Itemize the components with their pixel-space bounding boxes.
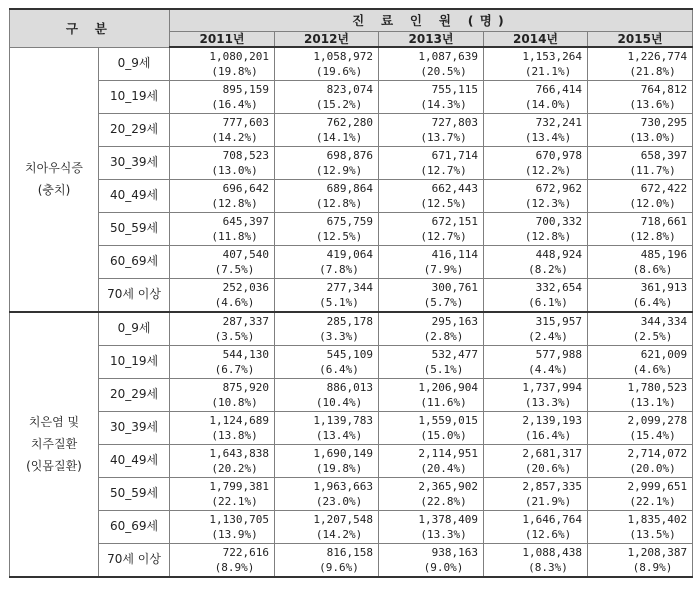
patient-share: (7.5%) [214,262,255,276]
patient-share: (21.1%) [524,64,572,78]
value-cell [275,411,379,444]
value-cell [484,113,588,146]
patient-share: (12.7%) [420,229,467,243]
patient-share: (4.6%) [632,362,673,376]
patient-count: 672,962 [535,181,583,195]
patient-share: (13.4%) [524,130,572,144]
patient-count: 285,178 [326,314,374,328]
header-year-2011: 2011년 [170,32,275,48]
patient-share: (6.1%) [528,295,568,309]
value-cell [170,278,275,312]
value-cell [588,510,693,543]
value-cell [588,477,693,510]
value-cell [275,80,379,113]
age-group: 0_9세 [99,47,170,80]
patient-count: 332,654 [535,280,583,294]
value-cell [275,543,379,577]
table-row [10,80,693,113]
patient-count: 1,799,381 [209,479,270,493]
value-cell [588,278,693,312]
patient-count: 1,643,838 [209,446,270,460]
patient-count: 696,642 [222,181,270,195]
patient-share: (5.1%) [423,362,464,376]
patient-share: (13.9%) [211,527,258,541]
patient-share: (5.7%) [423,295,464,309]
patient-count: 672,151 [431,214,479,228]
value-cell [170,146,275,179]
patient-count: 2,114,951 [418,446,479,460]
patient-count: 2,999,651 [627,479,688,493]
section-label-line: (잇몸질환) [26,459,82,473]
value-cell [588,312,693,346]
age-group: 40_49세 [99,444,170,477]
value-cell [170,80,275,113]
header-year-2015: 2015년 [588,32,693,48]
age-group: 0_9세 [99,312,170,346]
age-group: 60_69세 [99,510,170,543]
patient-share: (23.0%) [315,494,363,508]
patient-share: (15.4%) [629,428,676,442]
value-cell [379,80,484,113]
patient-count: 1,087,639 [418,49,479,63]
patient-share: (22.1%) [211,494,258,508]
patient-share: (22.1%) [629,494,676,508]
patient-share: (12.9%) [315,163,363,177]
value-cell [170,411,275,444]
patient-share: (14.1%) [315,130,363,144]
data-table-wrapper [9,8,692,578]
age-group: 30_39세 [99,411,170,444]
patient-count: 718,661 [640,214,688,228]
header-year-2014: 2014년 [484,32,588,48]
value-cell [484,146,588,179]
patient-count: 708,523 [222,148,270,162]
patient-share: (12.5%) [420,196,467,210]
patient-count: 416,114 [431,247,479,261]
header-year-2012: 2012년 [275,32,379,48]
patient-count: 722,616 [222,545,270,559]
patient-share: (6.7%) [214,362,255,376]
value-cell [170,444,275,477]
patient-share: (14.0%) [524,97,572,111]
value-cell [484,444,588,477]
age-group: 40_49세 [99,179,170,212]
patient-share: (20.6%) [524,461,572,475]
value-cell [484,245,588,278]
age-group: 20_29세 [99,378,170,411]
patient-count: 730,295 [640,115,688,129]
patient-share: (21.8%) [629,64,676,78]
value-cell [379,411,484,444]
patient-share: (12.6%) [524,527,572,541]
patient-count: 670,978 [535,148,583,162]
patient-share: (6.4%) [319,362,359,376]
value-cell [275,477,379,510]
table-row [10,477,693,510]
value-cell [588,80,693,113]
value-cell [484,477,588,510]
value-cell [588,47,693,80]
value-cell [588,444,693,477]
patient-count: 1,559,015 [418,413,479,427]
patient-count: 315,957 [535,314,583,328]
patient-count: 732,241 [535,115,583,129]
patient-count: 1,130,705 [209,512,270,526]
patient-count: 544,130 [222,347,270,361]
age-group: 30_39세 [99,146,170,179]
patient-share: (4.6%) [214,295,255,309]
age-group: 60_69세 [99,245,170,278]
patient-count: 823,074 [326,82,374,96]
value-cell [379,312,484,346]
patient-count: 2,099,278 [627,413,688,427]
value-cell [484,543,588,577]
value-cell [379,378,484,411]
value-cell [275,113,379,146]
table-row [10,444,693,477]
patient-share: (13.3%) [524,395,572,409]
patient-share: (9.6%) [319,560,359,574]
value-cell [275,312,379,346]
patient-count: 1,963,663 [313,479,374,493]
patient-share: (11.6%) [420,395,467,409]
age-group: 10_19세 [99,80,170,113]
patient-share: (15.0%) [420,428,467,442]
value-cell [170,113,275,146]
value-cell [484,510,588,543]
table-row [10,543,693,577]
patient-count: 671,714 [431,148,479,162]
patient-count: 277,344 [326,280,374,294]
value-cell [484,212,588,245]
value-cell [275,47,379,80]
patient-share: (13.0%) [629,130,676,144]
table-row [10,345,693,378]
patient-count: 755,115 [431,82,479,96]
patient-share: (5.1%) [319,295,359,309]
value-cell [484,345,588,378]
patient-count: 1,226,774 [627,49,688,63]
value-cell [379,444,484,477]
value-cell [275,179,379,212]
value-cell [170,312,275,346]
patient-count: 1,139,783 [313,413,374,427]
patient-count: 1,153,264 [522,49,583,63]
value-cell [275,245,379,278]
patient-count: 886,013 [326,380,374,394]
patient-count: 1,835,402 [627,512,688,526]
patient-share: (3.5%) [214,329,255,343]
patient-count: 764,812 [640,82,688,96]
value-cell [379,278,484,312]
patient-share: (16.4%) [211,97,258,111]
value-cell [484,80,588,113]
value-cell [588,345,693,378]
value-cell [379,212,484,245]
value-cell [379,245,484,278]
patient-share: (20.2%) [211,461,258,475]
patient-share: (13.4%) [315,428,363,442]
value-cell [484,312,588,346]
value-cell [379,179,484,212]
value-cell [275,444,379,477]
patient-share: (16.4%) [524,428,572,442]
patient-count: 727,803 [431,115,479,129]
patient-count: 1,780,523 [627,380,688,394]
patient-count: 448,924 [535,247,583,261]
patient-count: 689,864 [326,181,374,195]
patient-share: (11.7%) [629,163,676,177]
value-cell [170,345,275,378]
age-group: 70세 이상 [99,543,170,577]
age-group: 20_29세 [99,113,170,146]
patient-count: 1,378,409 [418,512,479,526]
value-cell [379,345,484,378]
patient-count: 700,332 [535,214,583,228]
table-row [10,378,693,411]
patient-share: (20.5%) [420,64,467,78]
value-cell [170,245,275,278]
patient-count: 662,443 [431,181,479,195]
value-cell [588,378,693,411]
patient-count: 577,988 [535,347,583,361]
patient-share: (7.8%) [319,262,359,276]
patient-count: 675,759 [326,214,374,228]
patient-share: (8.9%) [214,560,255,574]
patient-count: 621,009 [640,347,688,361]
value-cell [170,543,275,577]
table-row [10,179,693,212]
value-cell [170,510,275,543]
patient-share: (12.8%) [524,229,572,243]
value-cell [484,179,588,212]
table-row [10,312,693,346]
patient-share: (13.8%) [211,428,258,442]
patient-count: 1,208,387 [627,545,688,559]
patient-count: 1,080,201 [209,49,270,63]
table-row [10,278,693,312]
patient-count: 1,690,149 [313,446,374,460]
patient-share: (12.0%) [629,196,676,210]
table-body [10,47,693,577]
value-cell [484,47,588,80]
header-year-2013: 2013년 [379,32,484,48]
patient-count: 485,196 [640,247,688,261]
patient-share: (10.4%) [315,395,363,409]
patient-share: (20.0%) [629,461,676,475]
patient-count: 545,109 [326,347,374,361]
table-row [10,411,693,444]
patient-share: (19.8%) [211,64,258,78]
patient-share: (12.7%) [420,163,467,177]
value-cell [275,345,379,378]
patient-share: (13.7%) [420,130,467,144]
patient-count: 295,163 [431,314,479,328]
value-cell [275,378,379,411]
table-row [10,510,693,543]
value-cell [588,212,693,245]
patient-share: (12.8%) [315,196,363,210]
patient-count: 2,681,317 [522,446,583,460]
patient-count: 1,737,994 [522,380,583,394]
patient-share: (13.3%) [420,527,467,541]
table-row [10,47,693,80]
patient-count: 762,280 [326,115,374,129]
patient-share: (7.9%) [423,262,464,276]
value-cell [275,278,379,312]
patient-share: (21.9%) [524,494,572,508]
patient-share: (14.2%) [315,527,363,541]
patient-count: 300,761 [431,280,479,294]
value-cell [170,378,275,411]
patient-count: 1,124,689 [209,413,270,427]
patient-share: (3.3%) [319,329,359,343]
patient-share: (12.2%) [524,163,572,177]
value-cell [379,47,484,80]
patient-share: (12.8%) [629,229,676,243]
patient-share: (2.4%) [528,329,568,343]
section-label [10,47,99,312]
section-label-line: 치아우식증 [25,161,83,175]
patient-count: 816,158 [326,545,374,559]
value-cell [379,510,484,543]
table-row [10,245,693,278]
value-cell [170,47,275,80]
patient-count: 938,163 [431,545,479,559]
patient-share: (19.8%) [315,461,363,475]
patient-share: (14.3%) [420,97,467,111]
value-cell [379,543,484,577]
patient-count: 344,334 [640,314,688,328]
patient-count: 645,397 [222,214,270,228]
patient-share: (19.6%) [315,64,363,78]
patient-count: 698,876 [326,148,374,162]
patient-count: 2,857,335 [522,479,583,493]
value-cell [588,113,693,146]
table-row [10,113,693,146]
section-label-line: (충치) [37,183,71,197]
value-cell [170,179,275,212]
patient-count: 361,913 [640,280,688,294]
age-group: 10_19세 [99,345,170,378]
value-cell [588,179,693,212]
value-cell [170,477,275,510]
patient-share: (15.2%) [315,97,363,111]
patient-count: 2,365,902 [418,479,479,493]
patient-share: (4.4%) [528,362,568,376]
patient-share: (10.8%) [211,395,258,409]
patient-share: (22.8%) [420,494,467,508]
value-cell [275,212,379,245]
patient-count: 287,337 [222,314,270,328]
patient-count: 407,540 [222,247,270,261]
patient-count: 2,139,193 [522,413,583,427]
value-cell [275,146,379,179]
patient-count: 1,207,548 [313,512,374,526]
value-cell [484,278,588,312]
patient-count: 895,159 [222,82,270,96]
patient-share: (13.1%) [629,395,676,409]
value-cell [379,113,484,146]
value-cell [588,146,693,179]
patient-share: (9.0%) [423,560,464,574]
value-cell [170,212,275,245]
age-group: 50_59세 [99,212,170,245]
table-row [10,212,693,245]
value-cell [484,411,588,444]
patient-count: 766,414 [535,82,583,96]
patient-share: (13.0%) [211,163,258,177]
patient-count: 1,058,972 [313,49,374,63]
patient-share: (8.3%) [528,560,568,574]
patient-share: (13.6%) [629,97,676,111]
patient-share: (8.6%) [632,262,673,276]
value-cell [484,378,588,411]
patient-share: (2.5%) [632,329,673,343]
value-cell [588,543,693,577]
patient-count: 532,477 [431,347,479,361]
table-row [10,146,693,179]
patient-count: 875,920 [222,380,270,394]
patient-share: (2.8%) [423,329,464,343]
patient-share: (20.4%) [420,461,467,475]
patient-count: 419,064 [326,247,374,261]
patient-share: (12.5%) [315,229,363,243]
value-cell [379,477,484,510]
header-group: 진 료 인 원 (명) [170,9,693,32]
section-label-line: 치은염 및 [28,415,80,429]
section-label-line: 치주질환 [30,437,78,451]
patient-share: (12.3%) [524,196,572,210]
header-category: 구 분 [10,9,170,47]
patient-share: (14.2%) [211,130,258,144]
value-cell [379,146,484,179]
patient-count: 1,646,764 [522,512,583,526]
age-group: 50_59세 [99,477,170,510]
patient-count: 1,088,438 [522,545,583,559]
patient-share: (6.4%) [632,295,673,309]
patient-count: 252,036 [222,280,270,294]
patient-share: (12.8%) [211,196,258,210]
section-label [10,312,99,577]
patient-count: 777,603 [222,115,270,129]
age-group: 70세 이상 [99,278,170,312]
patient-count: 1,206,904 [418,380,479,394]
value-cell [275,510,379,543]
patient-count: 2,714,072 [627,446,688,460]
patient-count: 658,397 [640,148,688,162]
patient-share: (13.5%) [629,527,676,541]
patient-share: (8.2%) [528,262,568,276]
value-cell [588,245,693,278]
patient-count: 672,422 [640,181,688,195]
patient-share: (8.9%) [632,560,673,574]
dental-patients-table [9,8,693,578]
value-cell [588,411,693,444]
patient-share: (11.8%) [211,229,258,243]
